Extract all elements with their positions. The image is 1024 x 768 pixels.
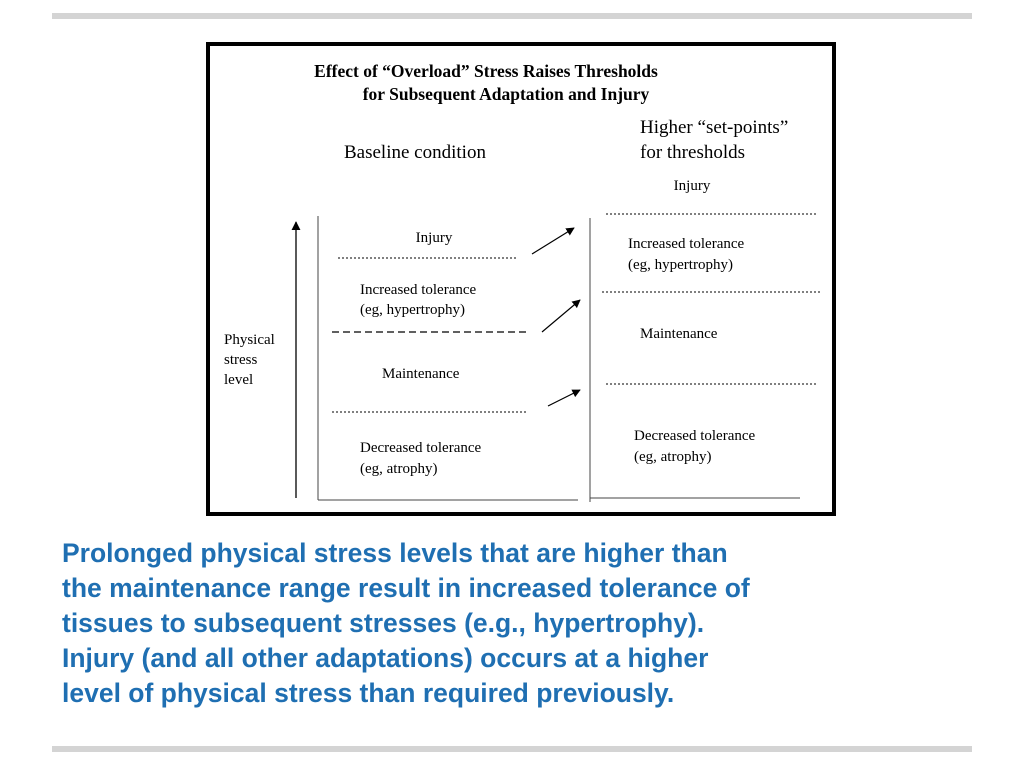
adapted-hypertrophy-example: (eg, hypertrophy) <box>628 257 733 273</box>
caption-text <box>62 536 962 711</box>
baseline-increased-tolerance-label: Increased tolerance <box>360 282 477 298</box>
hypertrophy-shift-arrow <box>542 300 580 332</box>
adapted-heading-line-1: Higher “set-points” <box>640 117 789 138</box>
injury-shift-arrow <box>532 228 574 254</box>
axis-label-line-2: stress <box>224 352 258 368</box>
adapted-injury-label: Injury <box>673 178 711 194</box>
caption-line-1: Prolonged physical stress levels that are higher than <box>62 538 728 568</box>
diagram-title-line-2: for Subsequent Adaptation and Injury <box>362 84 650 104</box>
caption-line-4: Injury (and all other adaptations) occurs at a higher <box>62 643 709 673</box>
diagram-canvas <box>210 46 832 512</box>
adapted-decreased-tolerance-label: Decreased tolerance <box>634 428 756 444</box>
top-divider <box>52 13 972 19</box>
adapted-increased-tolerance-label: Increased tolerance <box>628 236 745 252</box>
axis-label-line-3: level <box>224 372 254 388</box>
baseline-heading: Baseline condition <box>344 142 486 163</box>
bottom-divider <box>52 746 972 752</box>
adapted-heading-line-2: for thresholds <box>640 142 746 163</box>
adapted-maintenance-label: Maintenance <box>640 326 718 342</box>
baseline-atrophy-example: (eg, atrophy) <box>360 461 438 477</box>
caption-line-3: tissues to subsequent stresses (e.g., hypertrophy). <box>62 608 705 638</box>
baseline-injury-label: Injury <box>415 230 453 246</box>
axis-label-line-1: Physical <box>224 332 275 348</box>
adapted-atrophy-example: (eg, atrophy) <box>634 449 712 465</box>
baseline-decreased-tolerance-label: Decreased tolerance <box>360 440 482 456</box>
baseline-hypertrophy-example: (eg, hypertrophy) <box>360 302 465 318</box>
caption-line-5: level of physical stress than required previously. <box>62 678 675 708</box>
maintenance-shift-arrow <box>548 390 580 406</box>
diagram-title-line-1: Effect of “Overload” Stress Raises Thresholds <box>314 61 658 81</box>
baseline-maintenance-label: Maintenance <box>382 366 460 382</box>
threshold-diagram <box>206 42 836 516</box>
caption-line-2: the maintenance range result in increased tolerance of <box>62 573 750 603</box>
